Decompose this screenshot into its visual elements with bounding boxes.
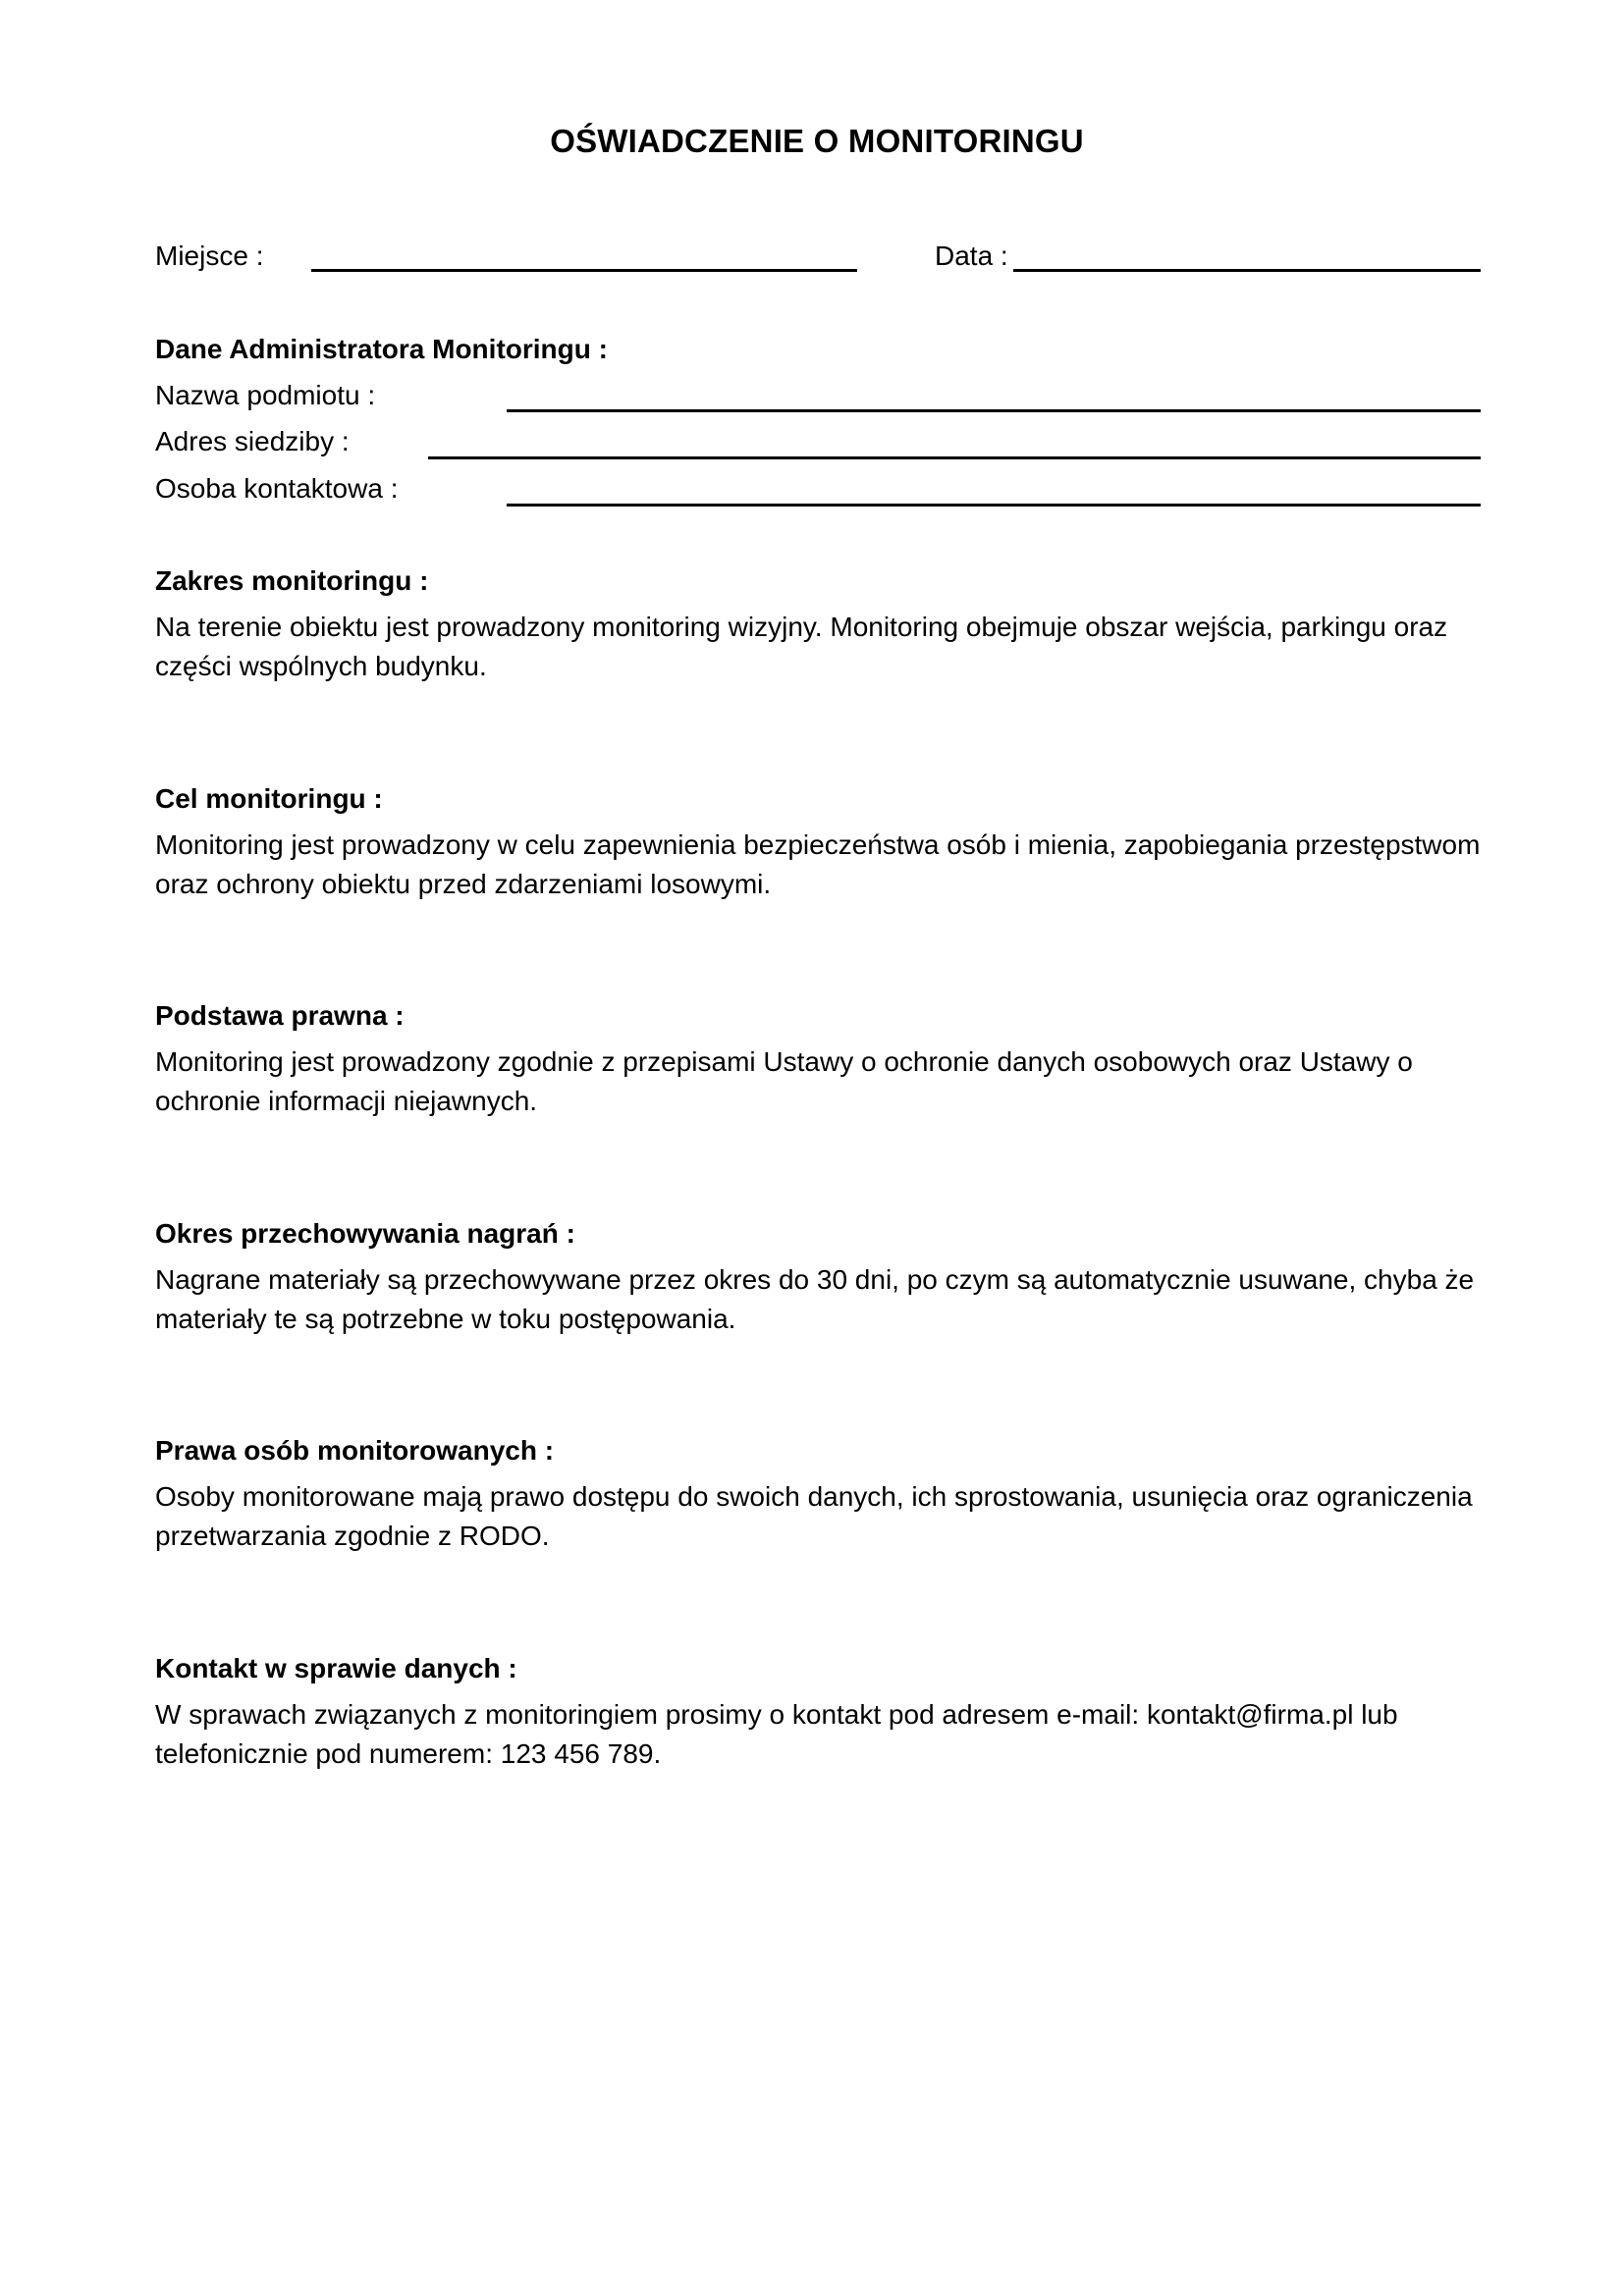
contact-label: Osoba kontaktowa :	[155, 473, 399, 504]
purpose-text: Monitoring jest prowadzony w celu zapewnienia bezpieczeństwa osób i mienia, zapobiegania przestępstwom oraz ochrony obiektu przed zdarzeniami losowymi.	[155, 829, 1481, 899]
place-field[interactable]	[311, 269, 857, 272]
rights-text: Osoby monitorowane mają prawo dostępu do swoich danych, ich sprostowania, usunięcia oraz ograniczenia przetwarzania zgodnie z RODO.	[155, 1481, 1473, 1551]
legal-basis-heading: Podstawa prawna :	[155, 1000, 405, 1031]
place-label: Miejsce :	[155, 240, 264, 271]
address-field[interactable]	[428, 456, 1481, 459]
purpose-heading: Cel monitoringu :	[155, 783, 383, 814]
entity-label: Nazwa podmiotu :	[155, 380, 376, 410]
retention-text: Nagrane materiały są przechowywane przez okres do 30 dni, po czym są automatycznie usuwane, chyba że materiały te są potrzebne w toku postępowania.	[155, 1264, 1475, 1334]
contact-field[interactable]	[507, 504, 1481, 507]
contact-text: W sprawach związanych z monitoringiem prosimy o kontakt pod adresem e-mail: kontakt@firma.pl lub telefonicznie pod numerem: 123 456 789.	[155, 1699, 1398, 1769]
document-title: OŚWIADCZENIE O MONITORINGU	[550, 123, 1084, 159]
admin-heading: Dane Administratora Monitoringu :	[155, 334, 608, 364]
entity-field[interactable]	[507, 409, 1481, 412]
scope-heading: Zakres monitoringu :	[155, 565, 429, 596]
retention-heading: Okres przechowywania nagrań :	[155, 1218, 575, 1249]
contact-heading: Kontakt w sprawie danych :	[155, 1653, 517, 1683]
date-label: Data :	[935, 240, 1008, 271]
rights-heading: Prawa osób monitorowanych :	[155, 1435, 555, 1466]
legal-basis-text: Monitoring jest prowadzony zgodnie z przepisami Ustawy o ochronie danych osobowych oraz Ustawy o ochronie informacji niejawnych.	[155, 1046, 1413, 1116]
date-field[interactable]	[1013, 269, 1481, 272]
address-label: Adres siedziby :	[155, 426, 350, 456]
scope-text: Na terenie obiektu jest prowadzony monitoring wizyjny. Monitoring obejmuje obszar wejścia, parkingu oraz części wspólnych budynku.	[155, 612, 1448, 681]
